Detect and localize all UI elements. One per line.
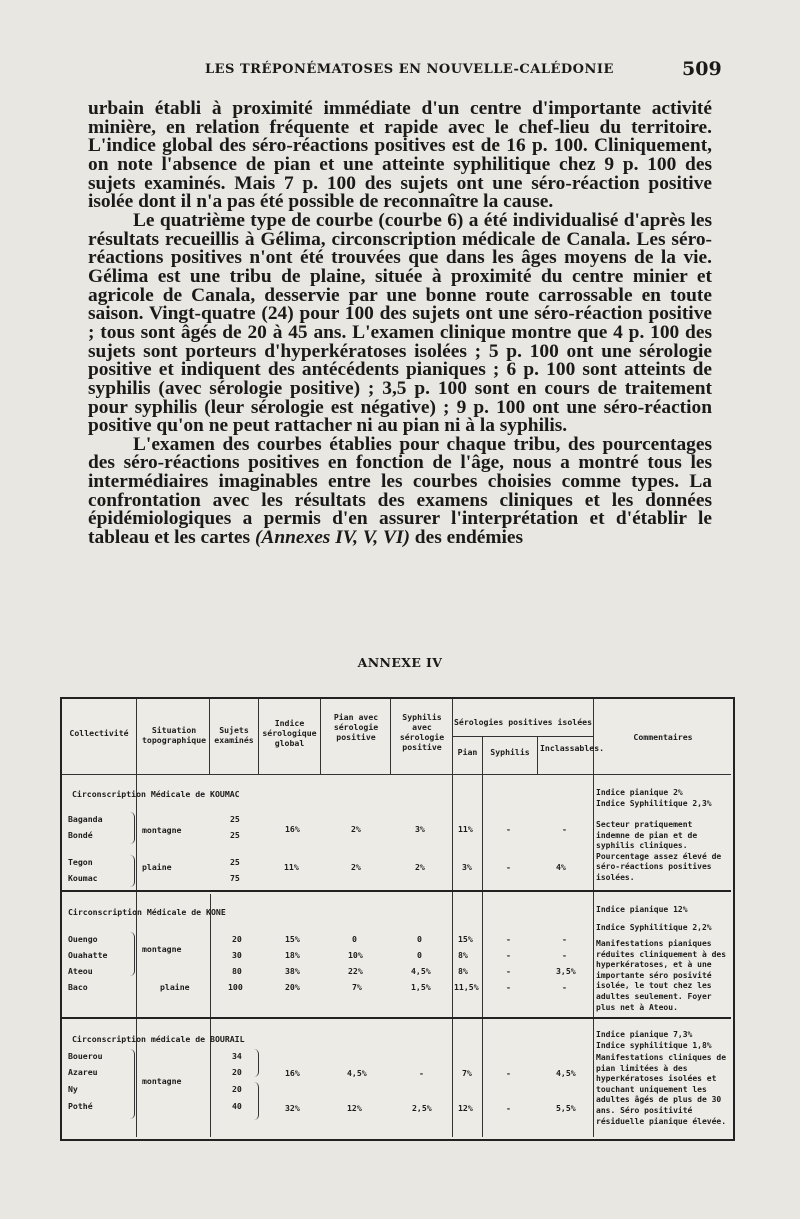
- col-divider: [482, 736, 483, 1137]
- s-incl: -: [562, 982, 567, 992]
- s-incl: 4,5%: [556, 1068, 576, 1078]
- indice: 15%: [285, 934, 300, 944]
- pian: 2%: [351, 862, 361, 872]
- col-divider: [210, 894, 211, 1137]
- subheader-pian: Pian: [457, 747, 478, 757]
- syphilis: -: [419, 1068, 424, 1078]
- col-divider: [136, 699, 137, 1137]
- sujets: 30: [232, 950, 242, 960]
- pian: 10%: [348, 950, 363, 960]
- section-title-koumac: Circonscription Médicale de KOUMAC: [72, 789, 240, 799]
- syphilis: 2,5%: [412, 1103, 432, 1113]
- s-incl: 3,5%: [556, 966, 576, 976]
- header-situation: Situation topographique: [142, 725, 207, 745]
- pian: 22%: [348, 966, 363, 976]
- body-text: [88, 100, 712, 548]
- row-name: Pothé: [68, 1101, 93, 1111]
- row-name: Bondé: [68, 830, 93, 840]
- bracket: [130, 932, 135, 976]
- s-syph: -: [506, 1068, 511, 1078]
- indice: 38%: [285, 966, 300, 976]
- indice: 18%: [285, 950, 300, 960]
- s-pian: 12%: [458, 1103, 473, 1113]
- pian: 0: [352, 934, 357, 944]
- indice: 11%: [284, 862, 299, 872]
- s-incl: 5,5%: [556, 1103, 576, 1113]
- comment-indice-pianique: Indice pianique 7,3%: [596, 1030, 693, 1039]
- row-name: Baganda: [68, 814, 103, 824]
- comment-indice-syphilitique: Indice Syphilitique 2,3%: [596, 799, 712, 808]
- bracket: [130, 1049, 135, 1119]
- header-collectivite: Collectivité: [69, 728, 129, 738]
- annexes-reference: (Annexes IV, V, VI): [254, 527, 410, 549]
- header-syphilis: Syphilis avec sérologie positive: [399, 712, 445, 752]
- sujets: 20: [232, 1084, 242, 1094]
- situation: plaine: [142, 862, 172, 872]
- s-pian: 8%: [458, 950, 468, 960]
- sujets: 25: [230, 857, 240, 867]
- situation: montagne: [142, 944, 182, 954]
- syphilis: 1,5%: [411, 982, 431, 992]
- s-syph: -: [506, 950, 511, 960]
- pian: 4,5%: [347, 1068, 367, 1078]
- pian: 12%: [347, 1103, 362, 1113]
- s-incl: -: [562, 934, 567, 944]
- indice: 16%: [285, 824, 300, 834]
- s-incl: 4%: [556, 862, 566, 872]
- indice: 20%: [285, 982, 300, 992]
- row-divider: [62, 1017, 731, 1019]
- row-name: Tegon: [68, 857, 93, 867]
- s-syph: -: [506, 862, 511, 872]
- sujets: 20: [232, 1067, 242, 1077]
- s-syph: -: [506, 934, 511, 944]
- row-name: Koumac: [68, 873, 98, 883]
- section-title-kone: Circonscription Médicale de KONE: [68, 907, 226, 917]
- sujets: 20: [232, 934, 242, 944]
- indice: 32%: [285, 1103, 300, 1113]
- s-syph: -: [506, 824, 511, 834]
- col-divider: [258, 699, 259, 774]
- paragraph-2: Le quatrième type de courbe (courbe 6) a été individualisé d'après les résultats recueillis à Gélima, circonscription médicale de Canala. Les séro-réactions positives n'ont été trouvées que dans les âges moyens de la vie. Gélima est une tribu de plaine, située à proximité du centre minier et agricole de Canala, desservie par une bonne route carrossable en toute saison. Vingt-quatre (24) pour 100 des sujets ont une séro-réaction positive ; tous sont âgés de 20 à 45 ans. L'examen clinique montre que 4 p. 100 des sujets sont porteurs d'hyperkératoses isolées ; 5 p. 100 ont une sérologie positive et indiquent des antécédents pianiques ; 6 p. 100 sont atteints de syphilis (avec sérologie positive) ; 3,5 p. 100 sont en cours de traitement pour syphilis (leur sérologie est négative) ; 9 p. 100 ont une séro-réaction positive qu'on ne peut rattacher ni au pian ni à la syphilis.: [88, 209, 712, 437]
- s-incl: -: [562, 824, 567, 834]
- row-name: Baco: [68, 982, 88, 992]
- header-pian: Pian avec sérologie positive: [333, 712, 379, 742]
- s-syph: -: [506, 982, 511, 992]
- paragraph-1: urbain établi à proximité immédiate d'un centre d'importante activité minière, en relation fréquente et rapide avec le chef-lieu du territoire. L'indice global des séro-réactions positives est de 16 p. 100. Cliniquement, on note l'absence de pian et une atteinte syphilitique chez 9 p. 100 des sujets examinés. Mais 7 p. 100 des sujets ont une séro-réaction positive isolée dont il n'a pas été possible de reconnaître la cause.: [88, 98, 712, 213]
- bracket: [130, 812, 135, 844]
- syphilis: 2%: [415, 862, 425, 872]
- s-pian: 11,5%: [454, 982, 479, 992]
- paragraph-3-end: des endémies: [414, 527, 524, 549]
- header-indice: Indice sérologique global: [262, 718, 317, 748]
- syphilis: 0: [417, 950, 422, 960]
- row-name: Ouahatte: [68, 950, 108, 960]
- sujets: 25: [230, 814, 240, 824]
- comment-indice-syphilitique: Indice syphilitique 1,8%: [596, 1041, 712, 1050]
- s-pian: 3%: [462, 862, 472, 872]
- running-head: LES TRÉPONÉMATOSES EN NOUVELLE-CALÉDONIE: [205, 62, 614, 77]
- row-name: Ouengo: [68, 934, 98, 944]
- bracket: [254, 1049, 259, 1077]
- col-divider: [390, 699, 391, 774]
- s-pian: 15%: [458, 934, 473, 944]
- indice: 16%: [285, 1068, 300, 1078]
- comment-text: Secteur pratiquement indemne de pian et de syphilis cliniques. Pourcentage assez élevé de séro-réactions positives isolées.: [596, 820, 722, 882]
- header-commentaires: Commentaires: [633, 732, 693, 742]
- row-name: Ny: [68, 1084, 78, 1094]
- row-name: Bouerou: [68, 1051, 103, 1061]
- row-divider: [452, 736, 593, 737]
- section-title-bourail: Circonscription médicale de BOURAIL: [72, 1034, 245, 1044]
- s-pian: 7%: [462, 1068, 472, 1078]
- annexe-title: ANNEXE IV: [357, 655, 443, 670]
- pian: 2%: [351, 824, 361, 834]
- paragraph-3-text: L'examen des courbes établies pour chaque tribu, des pourcentages des séro-réactions positives en fonction de l'âge, nous a montré tous les intermédiaires imaginables entre les courbes choisies comme types. La confrontation avec les résultats des examens cliniques et les données épidémiologiques a permis d'en assurer l'interprétation et d'établir le tableau et les cartes: [88, 433, 712, 549]
- s-syph: -: [506, 966, 511, 976]
- header-sujets: Sujets examinés: [214, 725, 254, 745]
- annexe-table: [60, 697, 735, 1141]
- bracket: [254, 1082, 259, 1120]
- comment-indice-syphilitique: Indice Syphilitique 2,2%: [596, 923, 712, 932]
- row-divider: [62, 774, 731, 775]
- situation: plaine: [160, 982, 190, 992]
- col-divider: [537, 736, 538, 774]
- sujets: 40: [232, 1101, 242, 1111]
- pian: 7%: [352, 982, 362, 992]
- header-serologies-isolees: Sérologies positives isolées: [453, 717, 593, 727]
- row-name: Ateou: [68, 966, 93, 976]
- syphilis: 4,5%: [411, 966, 431, 976]
- situation: montagne: [142, 1076, 182, 1086]
- situation: montagne: [142, 825, 182, 835]
- col-divider: [452, 699, 453, 1137]
- sujets: 80: [232, 966, 242, 976]
- sujets: 75: [230, 873, 240, 883]
- col-divider: [209, 699, 210, 774]
- syphilis: 0: [417, 934, 422, 944]
- syphilis: 3%: [415, 824, 425, 834]
- sujets: 100: [228, 982, 243, 992]
- subheader-syphilis: Syphilis: [490, 747, 530, 757]
- sujets: 25: [230, 830, 240, 840]
- s-incl: -: [562, 950, 567, 960]
- sujets: 34: [232, 1051, 242, 1061]
- comment-indice-pianique: Indice pianique 2%: [596, 788, 683, 797]
- comment-text: Manifestations cliniques de pian limitées à des hyperkératoses isolées et touchant uniquement les adultes âgés de plus de 30 ans. Séro positivité résiduelle pianique élevée.: [596, 1053, 727, 1126]
- s-pian: 11%: [458, 824, 473, 834]
- col-divider: [593, 699, 594, 1137]
- subheader-inclassables: Inclassables.: [540, 743, 605, 753]
- col-divider: [320, 699, 321, 774]
- row-name: Azareu: [68, 1067, 98, 1077]
- paragraph-3: [88, 433, 712, 549]
- bracket: [130, 855, 135, 887]
- row-divider: [62, 890, 731, 892]
- s-pian: 8%: [458, 966, 468, 976]
- s-syph: -: [506, 1103, 511, 1113]
- page-number: 509: [682, 58, 722, 80]
- comment-text: Manifestations pianiques réduites cliniquement à des hyperkératoses, et à une importante séro posivité isolée, le tout chez les adultes seulement. Foyer plus net à Ateou.: [596, 939, 727, 1012]
- comment-indice-pianique: Indice pianique 12%: [596, 905, 688, 914]
